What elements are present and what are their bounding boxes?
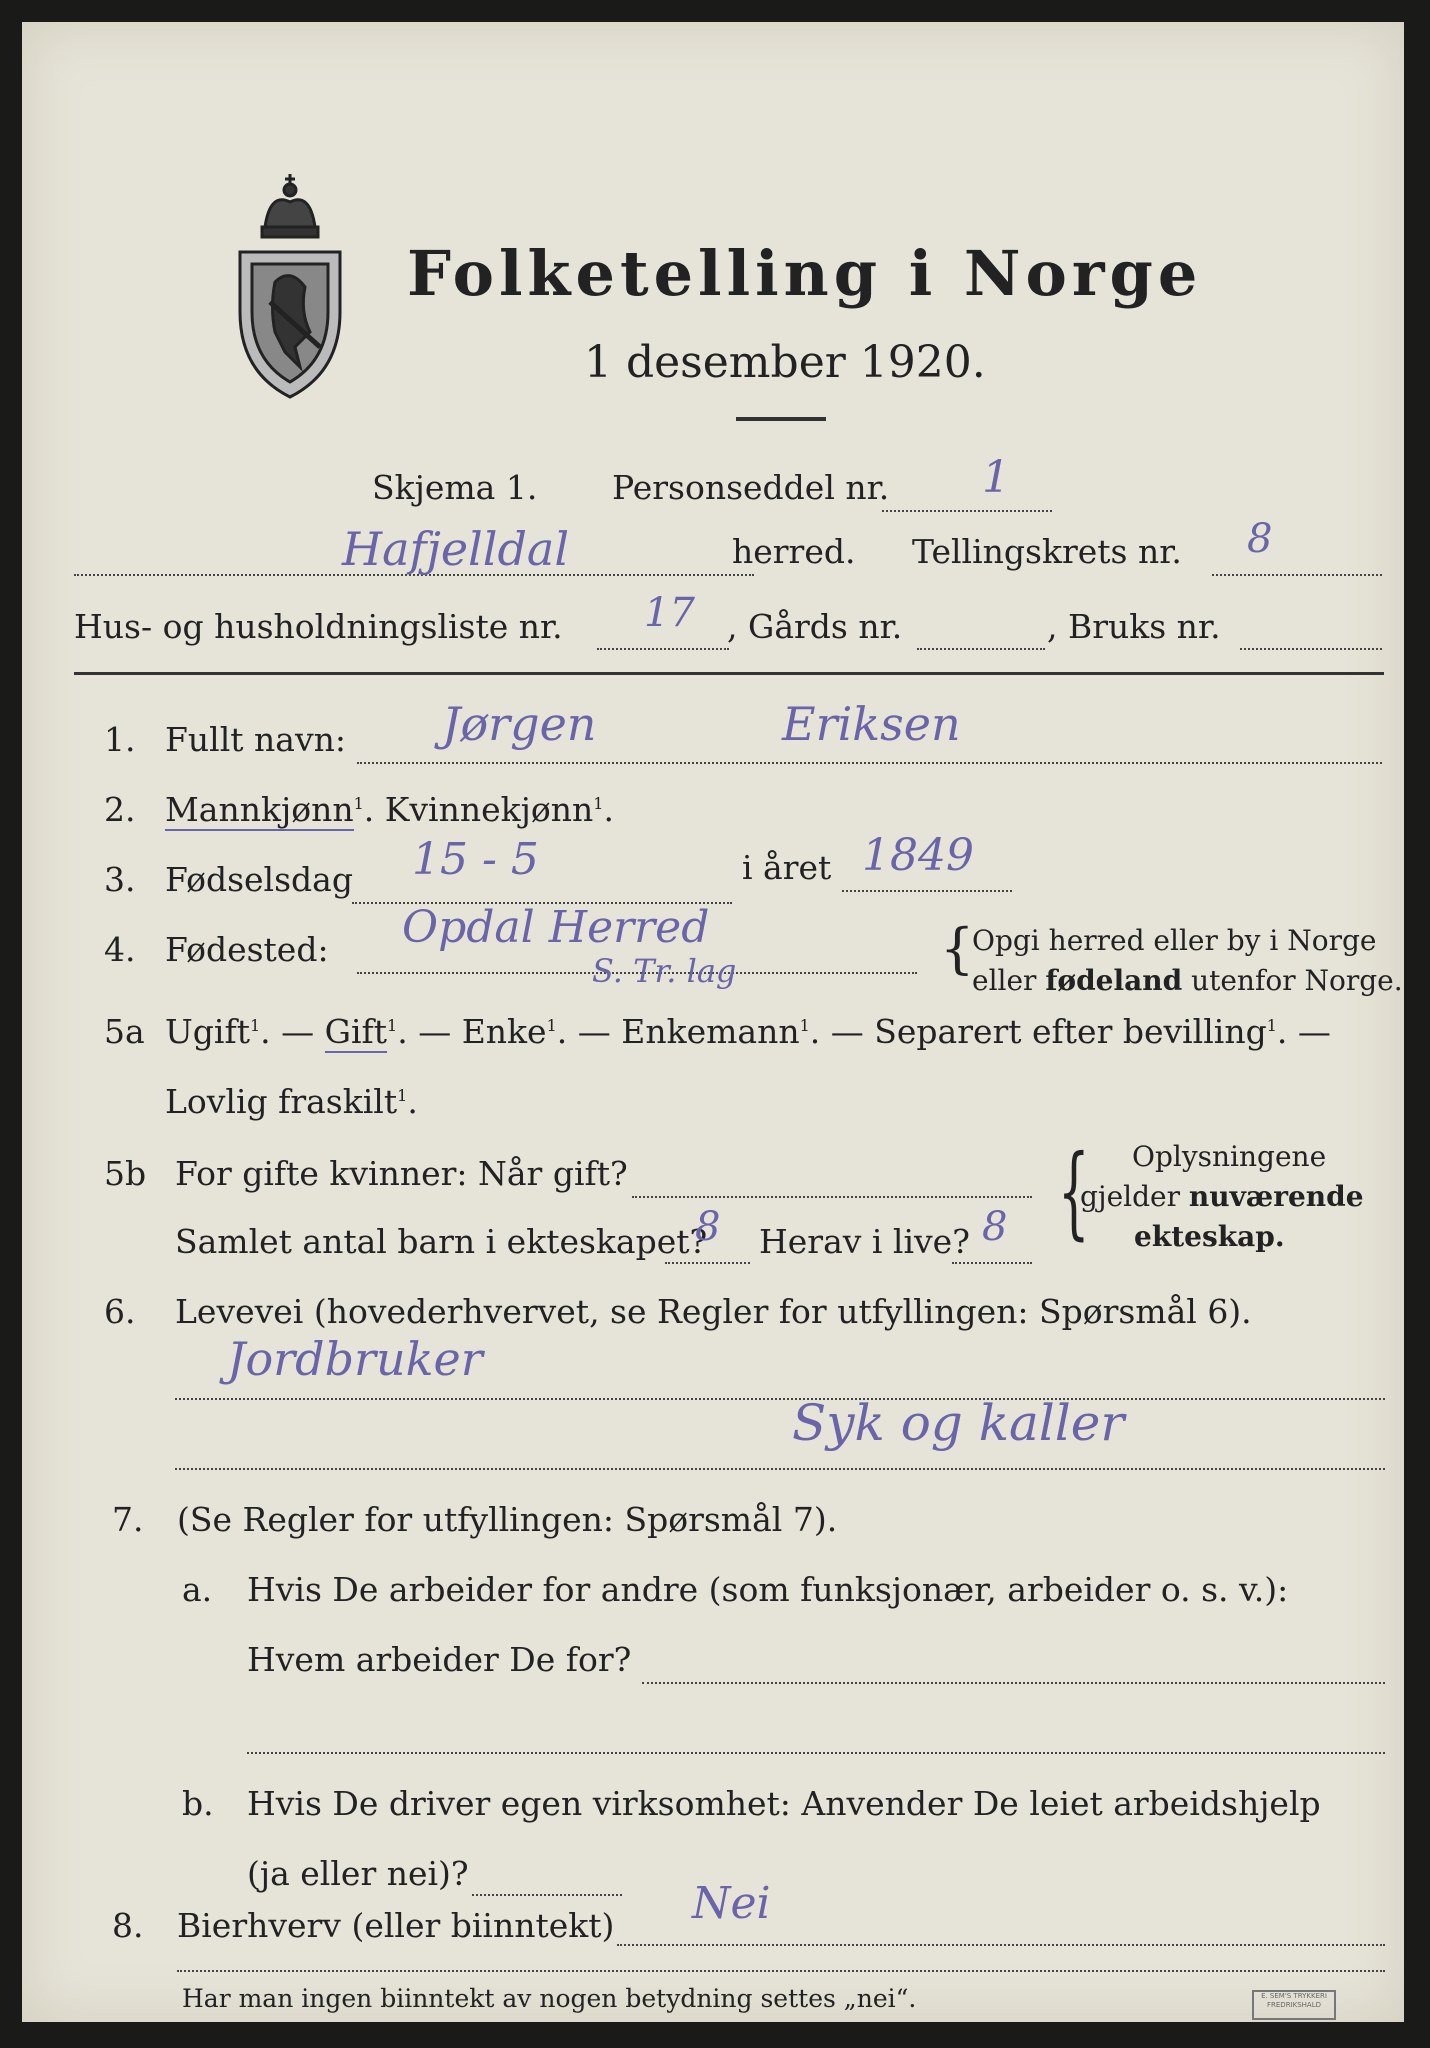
tellingskrets-line [1212,574,1382,576]
gards-line [917,648,1045,650]
q5b-brace: { [1057,1133,1090,1250]
q6-line-2 [175,1468,1385,1470]
q7-number: 7. [112,1500,144,1539]
census-form [22,22,1404,2022]
q4-note-2a: eller [972,964,1037,997]
q4-brace: { [940,917,975,980]
q7b-question: (ja eller nei)? [247,1854,469,1893]
q5a-sup-4: 1 [799,1016,810,1035]
gards-label: , Gårds nr. [727,607,903,646]
q4-note-2c: utenfor Norge. [1191,964,1403,997]
q4-number: 4. [104,930,136,969]
q3-year-label: i året [742,848,832,887]
q5b-alive-label: Herav i live? [759,1222,970,1261]
q4-value: Opdal Herred [402,902,710,953]
q4-label: Fødested: [165,930,329,969]
q3-day-value: 15 - 5 [412,834,539,885]
census-date: 1 desember 1920. [584,337,986,388]
q5b-children-value: 8 [695,1204,721,1250]
q5a-enkemann: Enkemann [621,1012,800,1051]
q1-number: 1. [104,720,136,759]
personseddel-label: Personseddel nr. [612,468,890,507]
q5a-options [165,1012,1331,1051]
q2-male: Mannkjønn [165,790,354,829]
q5b-label-1: For gifte kvinner: Når gift? [175,1154,628,1193]
q5a-lovlig-text: Lovlig fraskilt [165,1082,398,1121]
q2-male-sup: 1 [353,794,364,813]
q5a-sup-2: 1 [387,1016,398,1035]
q5b-label-2: Samlet antal barn i ekteskapet? [175,1222,708,1261]
printer-stamp [1252,1990,1336,2020]
q2-female-sup: 1 [593,794,604,813]
q5b-children-line [665,1262,750,1264]
personseddel-line [882,510,1052,512]
q2-female: Kvinnekjønn [384,790,594,829]
q7a-line-1 [642,1682,1385,1684]
q5a-dash-1: . — [260,1012,315,1051]
q5a-dash-3: . — [556,1012,611,1051]
q7b-letter: b. [182,1784,214,1823]
q1-last-name: Eriksen [782,697,961,751]
q6-line-1 [175,1398,1385,1400]
q5a-sup-1: 1 [249,1016,261,1035]
stamp-line-1: E. SEM'S TRYKKERI [1261,1992,1327,2000]
q8-line-2 [177,1970,1385,1972]
norway-coat-of-arms-icon [230,172,350,402]
tellingskrets-label: Tellingskrets nr. [912,532,1182,571]
q5a-separert: Separert efter bevilling [874,1012,1267,1051]
q2-number: 2. [104,790,136,829]
title-divider [736,417,826,421]
q3-label: Fødselsdag [165,860,353,899]
q5b-note-1: Oplysningene [1132,1140,1327,1173]
stamp-line-2: FREDRIKSHALD [1266,2001,1321,2009]
q5a-enke: Enke [461,1012,547,1051]
herred-value: Hafjelldal [342,522,570,576]
q4-note-1: Opgi herred eller by i Norge [972,924,1377,957]
q5a-lovlig [165,1082,418,1121]
q8-line [617,1944,1385,1946]
q7-label: (Se Regler for utfyllingen: Spørsmål 7). [177,1500,838,1539]
q2-sep: . [363,790,375,829]
footer-note: Har man ingen biinntekt av nogen betydning settes „nei“. [182,1984,917,2013]
q5b-note-3: ekteskap. [1134,1220,1285,1253]
bruks-line [1240,648,1382,650]
q3-year-value: 1849 [862,830,974,881]
q7a-letter: a. [182,1570,213,1609]
q8-value: Nei [692,1878,771,1929]
q5a-sup-3: 1 [546,1016,557,1035]
q5a-sup-5: 1 [1266,1016,1277,1035]
section-divider [74,672,1384,675]
q7b-line [472,1894,622,1896]
q5a-number: 5a [104,1012,145,1051]
household-value: 17 [644,590,695,636]
q1-line [357,762,1382,764]
personseddel-value: 1 [982,452,1010,503]
bruks-label: , Bruks nr. [1047,607,1221,646]
q5a-ugift: Ugift [165,1012,250,1051]
q5a-dash-2: . — [397,1012,452,1051]
q5a-end: . [407,1082,418,1121]
q5b-note-2a: gjelder [1080,1180,1181,1213]
q5a-gift: Gift [324,1012,388,1051]
tellingskrets-value: 8 [1247,516,1273,562]
q7a-line-2 [247,1752,1385,1754]
q7a-question: Hvem arbeider De for? [247,1640,632,1679]
q8-number: 8. [112,1906,144,1945]
household-label: Hus- og husholdningsliste nr. [74,607,563,646]
q3-number: 3. [104,860,136,899]
q4-value-2: S. Tr. lag [592,952,737,990]
q5b-number: 5b [104,1154,147,1193]
household-line [597,648,729,650]
q5b-note-2 [1080,1180,1364,1213]
q5a-dash-5: . — [1276,1012,1331,1051]
q1-first-name: Jørgen [442,697,597,751]
q4-note-2b: fødeland [1045,964,1183,997]
q6-number: 6. [104,1292,136,1331]
q5a-dash-4: . — [809,1012,864,1051]
q5b-married-line [632,1196,1032,1198]
q5b-alive-value: 8 [982,1204,1008,1250]
q4-note-2 [972,964,1403,997]
q6-label: Levevei (hovederhvervet, se Regler for utfyllingen: Spørsmål 6). [175,1292,1252,1331]
schema-label: Skjema 1. [372,468,538,507]
q1-label: Fullt navn: [165,720,346,759]
q2-sex-options [165,790,614,829]
q7b-label: Hvis De driver egen virksomhet: Anvender De leiet arbeidshjelp [247,1784,1321,1823]
q5b-note-2b: nuværende [1188,1180,1364,1213]
q5a-sup-6: 1 [397,1086,408,1105]
q6-value-2: Syk og kaller [792,1394,1125,1452]
q7a-label: Hvis De arbeider for andre (som funksjonær, arbeider o. s. v.): [247,1570,1289,1609]
q6-value-1: Jordbruker [227,1332,483,1386]
herred-label: herred. [732,532,856,571]
form-title: Folketelling i Norge [407,237,1203,310]
q3-year-line [842,890,1012,892]
q2-end: . [603,790,614,829]
q8-label: Bierhverv (eller biinntekt) [177,1906,615,1945]
q5b-alive-line [952,1262,1032,1264]
